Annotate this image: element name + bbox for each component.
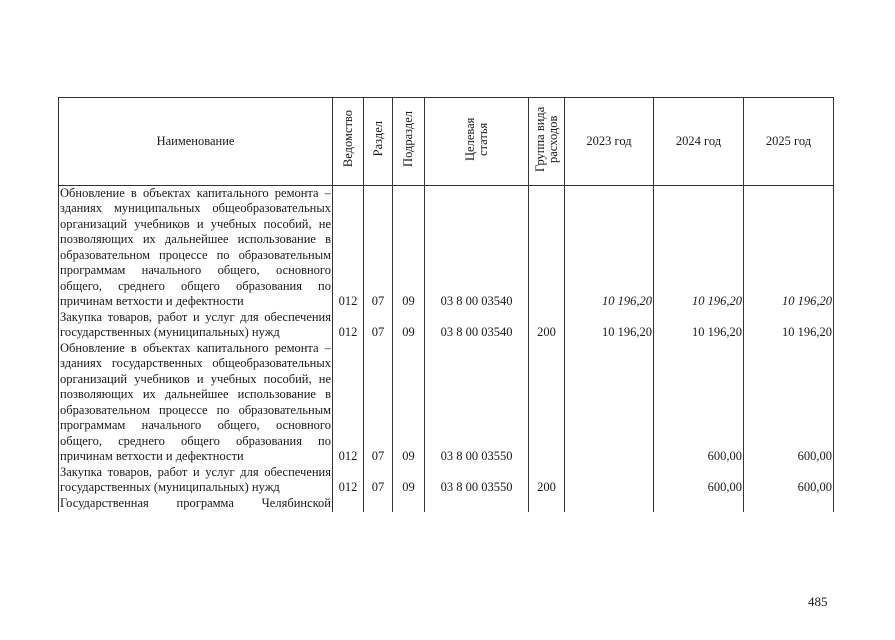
header-target-label: Целевая статья bbox=[462, 117, 490, 161]
row-target bbox=[425, 496, 529, 512]
budget-table bbox=[58, 97, 834, 512]
table-row bbox=[59, 310, 834, 341]
table-row bbox=[59, 185, 834, 310]
row-name: Обновление в объектах капитального ремонта – зданиях муниципальных общеобразовательных организаций учебников и учебных пособий, не позволяющих их дальнейшее использование в образовательном процессе по образовательным программам начального общего, основного общего, среднего общего образования по причинам ветхости и дефектности bbox=[60, 185, 331, 308]
header-department bbox=[333, 98, 364, 186]
row-section: 07 bbox=[364, 465, 393, 496]
row-2025: 600,00 bbox=[744, 465, 834, 496]
row-section bbox=[364, 496, 393, 512]
row-department: 012 bbox=[333, 465, 364, 496]
row-target: 03 8 00 03540 bbox=[425, 185, 529, 310]
row-2025: 10 196,20 bbox=[744, 185, 834, 310]
row-2024: 10 196,20 bbox=[654, 185, 744, 310]
header-2024: 2024 год bbox=[654, 98, 744, 186]
header-2023: 2023 год bbox=[565, 98, 654, 186]
row-department: 012 bbox=[333, 341, 364, 465]
row-subsection: 09 bbox=[393, 465, 425, 496]
page-number: 485 bbox=[808, 594, 828, 609]
row-section: 07 bbox=[364, 341, 393, 465]
header-target bbox=[425, 98, 529, 186]
header-expense-group-label: Группа вида расходов bbox=[532, 106, 560, 172]
row-2023 bbox=[565, 496, 654, 512]
row-subsection bbox=[393, 496, 425, 512]
row-department bbox=[333, 496, 364, 512]
header-row bbox=[59, 98, 834, 186]
row-subsection: 09 bbox=[393, 310, 425, 341]
row-2023 bbox=[565, 465, 654, 496]
row-name: Государственная программа Челябинской bbox=[60, 495, 331, 510]
table-row bbox=[59, 341, 834, 465]
table-row bbox=[59, 465, 834, 496]
row-name: Закупка товаров, работ и услуг для обеспечения государственных (муниципальных) нужд bbox=[60, 464, 331, 494]
row-2025 bbox=[744, 496, 834, 512]
header-2025: 2025 год bbox=[744, 98, 834, 186]
row-2025: 600,00 bbox=[744, 341, 834, 465]
table-row bbox=[59, 496, 834, 512]
row-2024: 10 196,20 bbox=[654, 310, 744, 341]
header-subsection-label: Подраздел bbox=[401, 111, 415, 167]
row-expense-group bbox=[529, 496, 565, 512]
row-target: 03 8 00 03550 bbox=[425, 465, 529, 496]
header-subsection bbox=[393, 98, 425, 186]
row-2025: 10 196,20 bbox=[744, 310, 834, 341]
row-subsection: 09 bbox=[393, 341, 425, 465]
row-expense-group: 200 bbox=[529, 465, 565, 496]
row-2023 bbox=[565, 341, 654, 465]
row-expense-group: 200 bbox=[529, 310, 565, 341]
header-name: Наименование bbox=[59, 98, 333, 186]
row-expense-group bbox=[529, 185, 565, 310]
row-target: 03 8 00 03540 bbox=[425, 310, 529, 341]
row-name: Обновление в объектах капитального ремонта – зданиях государственных общеобразовательных организаций учебников и учебных пособий, не позволяющих их дальнейшее использование в образовательном процессе по образовательным программам начального общего, основного общего, среднего общего образования по причинам ветхости и дефектности bbox=[60, 340, 331, 463]
row-section: 07 bbox=[364, 310, 393, 341]
row-subsection: 09 bbox=[393, 185, 425, 310]
row-department: 012 bbox=[333, 185, 364, 310]
row-2024: 600,00 bbox=[654, 465, 744, 496]
row-target: 03 8 00 03550 bbox=[425, 341, 529, 465]
header-section-label: Раздел bbox=[370, 121, 385, 157]
row-name: Закупка товаров, работ и услуг для обеспечения государственных (муниципальных) нужд bbox=[60, 309, 331, 339]
row-2023: 10 196,20 bbox=[565, 310, 654, 341]
header-department-label: Ведомство bbox=[340, 110, 355, 168]
header-expense-group bbox=[529, 98, 565, 186]
row-department: 012 bbox=[333, 310, 364, 341]
header-section bbox=[364, 98, 393, 186]
row-2024 bbox=[654, 496, 744, 512]
row-expense-group bbox=[529, 341, 565, 465]
row-2024: 600,00 bbox=[654, 341, 744, 465]
row-2023: 10 196,20 bbox=[565, 185, 654, 310]
row-section: 07 bbox=[364, 185, 393, 310]
